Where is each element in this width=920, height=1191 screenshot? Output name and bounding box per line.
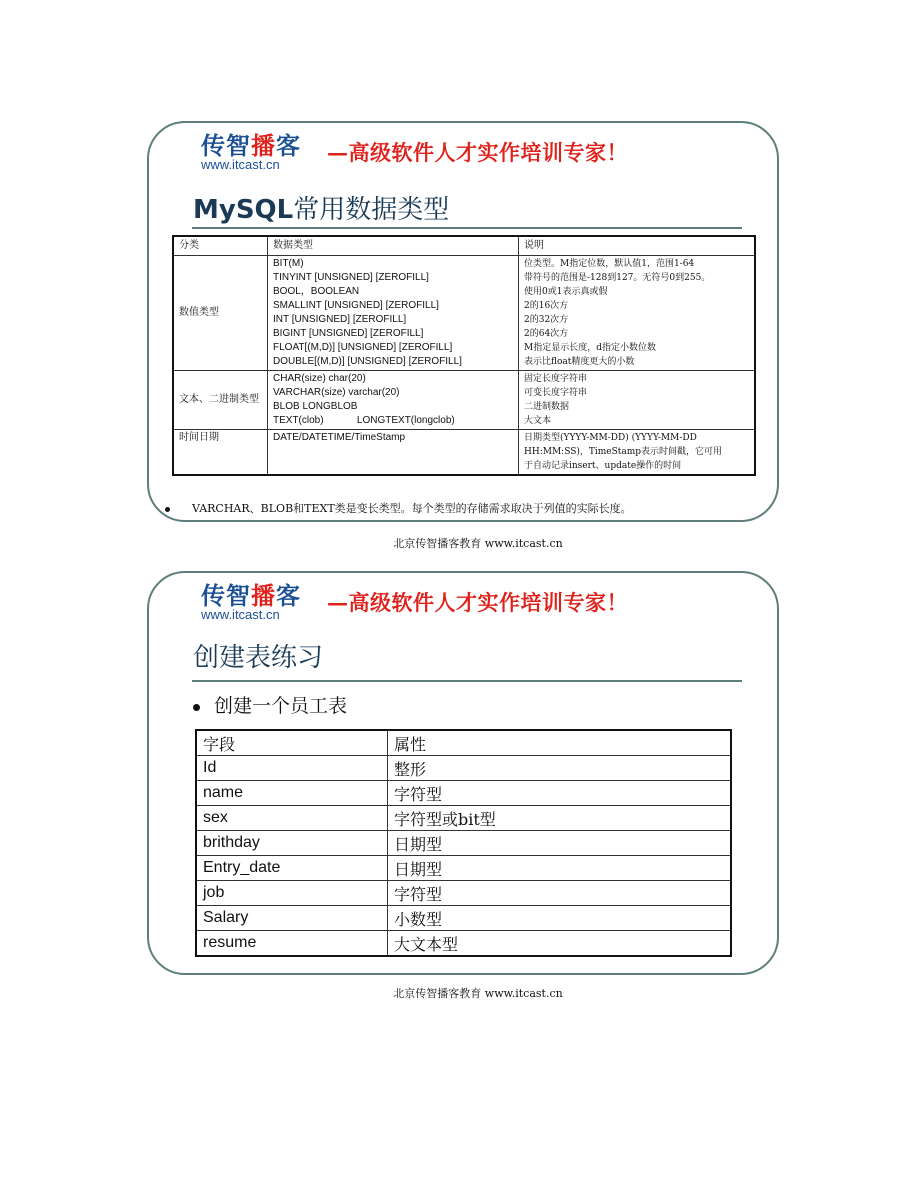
types-cell [268, 256, 519, 371]
header-attribute: 属性 [388, 730, 732, 756]
type-line: BIGINT [UNSIGNED] [ZEROFILL] [273, 328, 424, 339]
header-type: 数据类型 [268, 236, 519, 256]
attribute-cell: 字符型或bit型 [388, 806, 732, 831]
brand-name [201, 133, 301, 159]
table-row [173, 430, 755, 476]
description-line: 于自动记录insert、update操作的时间 [524, 461, 682, 471]
field-cell: Entry_date [196, 856, 388, 881]
slide-title-en: MySQL [193, 195, 294, 225]
description-line: 二进制数据 [524, 402, 570, 412]
bullet-dot-icon [193, 704, 200, 711]
type-line: VARCHAR(size) varchar(20) [273, 387, 400, 398]
types-cell [268, 430, 519, 476]
descriptions-cell [519, 256, 756, 371]
table-header-row [196, 730, 731, 756]
type-line: FLOAT[(M,D)] [UNSIGNED] [ZEROFILL] [273, 342, 453, 353]
employee-table [195, 729, 732, 957]
attribute-cell: 日期型 [388, 831, 732, 856]
descriptions-cell [519, 371, 756, 430]
type-line: INT [UNSIGNED] [ZEROFILL] [273, 314, 407, 325]
attribute-cell: 大文本型 [388, 931, 732, 957]
description-line: 可变长度字符串 [524, 388, 588, 398]
description-line: M指定显示长度，d指定小数位数 [524, 343, 656, 353]
category-cell: 文本、二进制类型 [173, 371, 268, 430]
description-line: 使用0或1表示真或假 [524, 287, 608, 297]
title-divider [192, 227, 742, 229]
description-line: 表示比float精度更大的小数 [524, 357, 635, 367]
header-description: 说明 [519, 236, 756, 256]
brand-name-part2: 播 [251, 132, 276, 160]
table-row [196, 856, 731, 881]
description-line: 2的16次方 [524, 301, 569, 311]
slide-title-cn: 常用数据类型 [293, 195, 450, 225]
brand-name [201, 583, 301, 609]
slide-title [193, 189, 449, 226]
attribute-cell: 日期型 [388, 856, 732, 881]
slide-mysql-data-types [147, 121, 779, 522]
brand-slogan: —高级软件人才实作培训专家！ [327, 590, 628, 615]
table-row [196, 781, 731, 806]
field-cell: resume [196, 931, 388, 957]
note-text: VARCHAR、BLOB和TEXT类是变长类型。每个类型的存储需求取决于列值的实际长度。 [192, 502, 632, 515]
slide-title [193, 637, 323, 674]
category-cell: 时间日期 [173, 430, 268, 476]
brand-name-part1: 传智 [201, 132, 251, 160]
slide-create-table-exercise [147, 571, 779, 975]
header-field: 字段 [196, 730, 388, 756]
table-row [196, 806, 731, 831]
bullet-text: 创建一个员工表 [214, 695, 348, 717]
field-cell: brithday [196, 831, 388, 856]
description-line: 大文本 [524, 416, 552, 426]
title-divider [192, 680, 742, 682]
page-caption: 北京传智播客教育 www.itcast.cn [393, 987, 563, 1000]
table-header-row [173, 236, 755, 256]
category-cell: 数值类型 [173, 256, 268, 371]
descriptions-cell [519, 430, 756, 476]
description-line: HH:MM:SS)，TimeStamp表示时间戳，它可用 [524, 447, 723, 457]
table-row [196, 756, 731, 781]
attribute-cell: 整形 [388, 756, 732, 781]
field-cell: job [196, 881, 388, 906]
type-line: BIT(M) [273, 258, 304, 269]
attribute-cell: 字符型 [388, 881, 732, 906]
page-caption: 北京传智播客教育 www.itcast.cn [393, 537, 563, 550]
brand-name-part3: 客 [276, 582, 301, 610]
table-row [196, 906, 731, 931]
brand-url: www.itcast.cn [201, 157, 280, 172]
attribute-cell: 字符型 [388, 781, 732, 806]
brand-logo [201, 583, 301, 622]
type-line: DOUBLE[(M,D)] [UNSIGNED] [ZEROFILL] [273, 356, 462, 367]
description-line: 固定长度字符串 [524, 374, 588, 384]
brand-logo [201, 133, 301, 172]
header-category: 分类 [173, 236, 268, 256]
table-row [196, 931, 731, 957]
brand-url: www.itcast.cn [201, 607, 280, 622]
field-cell: Salary [196, 906, 388, 931]
description-line: 带符号的范围是-128到127。无符号0到255。 [524, 273, 711, 283]
types-cell [268, 371, 519, 430]
type-line: TINYINT [UNSIGNED] [ZEROFILL] [273, 272, 429, 283]
type-line: CHAR(size) char(20) [273, 373, 366, 384]
field-cell: name [196, 781, 388, 806]
table-row [173, 256, 755, 371]
type-line: DATE/DATETIME/TimeStamp [273, 432, 406, 443]
data-types-table [172, 235, 756, 476]
type-line: SMALLINT [UNSIGNED] [ZEROFILL] [273, 300, 439, 311]
description-line: 2的64次方 [524, 329, 569, 339]
brand-name-part3: 客 [276, 132, 301, 160]
variable-length-note [165, 500, 632, 516]
table-row [196, 831, 731, 856]
bullet-dot-icon [165, 507, 170, 512]
description-line: 日期类型(YYYY-MM-DD) (YYYY-MM-DD [524, 433, 697, 443]
table-row [196, 881, 731, 906]
type-line: BLOB LONGBLOB [273, 401, 358, 412]
brand-name-part1: 传智 [201, 582, 251, 610]
brand-name-part2: 播 [251, 582, 276, 610]
type-line: TEXT(clob) LONGTEXT(longclob) [273, 415, 455, 426]
type-line: BOOL，BOOLEAN [273, 286, 360, 297]
exercise-bullet [193, 691, 347, 718]
attribute-cell: 小数型 [388, 906, 732, 931]
description-line: 2的32次方 [524, 315, 569, 325]
description-line: 位类型。M指定位数，默认值1，范围1-64 [524, 259, 695, 269]
field-cell: sex [196, 806, 388, 831]
field-cell: Id [196, 756, 388, 781]
brand-slogan: —高级软件人才实作培训专家！ [327, 140, 628, 165]
table-row [173, 371, 755, 430]
slide-title-cn: 创建表练习 [193, 643, 324, 673]
